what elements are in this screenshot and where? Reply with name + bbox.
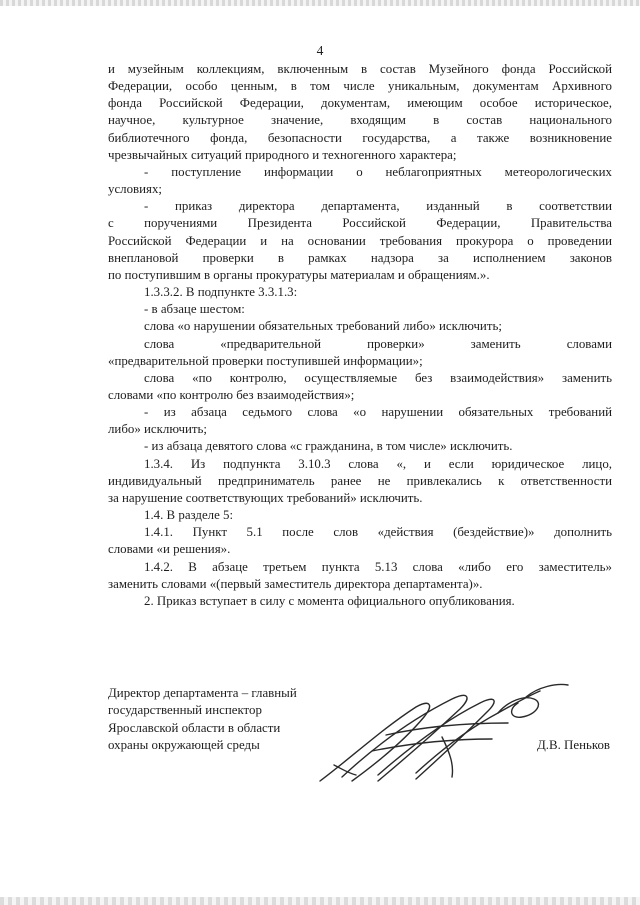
body-line: заменить словами «(первый заместитель директора департамента)». [108, 576, 483, 591]
body-line: внеплановой проверки в рамках надзора за исполнением законов [108, 250, 612, 265]
body-line: за нарушение соответствующих требований» исключить. [108, 490, 423, 505]
body-line: словами «по контролю без взаимодействия»; [108, 387, 355, 402]
body-line: Российской Федерации и на основании требования прокурора о проведении [108, 233, 612, 248]
signatory-position-line: охраны окружающей среды [108, 738, 260, 753]
body-line: библиотечного фонда, безопасности государства, а также возникновение [108, 130, 612, 145]
document-body [108, 61, 612, 610]
body-line: либо» исключить; [108, 422, 207, 437]
body-line: научное, культурное значение, входящим в состав национального [108, 113, 612, 128]
body-line: - в абзаце шестом: [144, 302, 245, 317]
scan-edge-top [0, 0, 640, 6]
body-line: чрезвычайных ситуаций природного и техногенного характера; [108, 147, 457, 162]
page-number: 4 [316, 43, 324, 58]
handwritten-signature-icon [312, 677, 574, 789]
body-line: - из абзаца седьмого слова «о нарушении обязательных требований [144, 405, 612, 420]
body-line: условиях; [108, 182, 162, 197]
signatory-position-line: государственный инспектор [108, 703, 262, 718]
body-line: - из абзаца девятого слова «с гражданина, в том числе» исключить. [144, 439, 513, 454]
body-line: 1.3.4. Из подпункта 3.10.3 слова «, и если юридическое лицо, [144, 456, 612, 471]
body-line: слова «по контролю, осуществляемые без взаимодействия» заменить [144, 370, 612, 385]
signatory-position-line: Директор департамента – главный [108, 686, 297, 700]
body-line: слова «о нарушении обязательных требований либо» исключить; [144, 319, 502, 334]
body-line: слова «предварительной проверки» заменить словами [144, 336, 612, 351]
body-line: 1.4. В разделе 5: [144, 508, 234, 523]
signatory-position [108, 685, 338, 755]
body-line: 1.4.2. В абзаце третьем пункта 5.13 слова «либо его заместитель» [144, 559, 612, 574]
signatory-position-line: Ярославской области в области [108, 720, 281, 735]
body-line: с поручениями Президента Российской Федерации, Правительства [108, 216, 612, 231]
body-line: словами «и решения». [108, 542, 231, 557]
body-line: - поступление информации о неблагоприятных метеорологических [144, 164, 612, 179]
body-line: и музейным коллекциям, включенным в состав Музейного фонда Российской [108, 62, 612, 76]
body-line: 1.3.3.2. В подпункте 3.3.1.3: [144, 285, 298, 300]
scan-edge-bottom [0, 897, 640, 905]
signatory-name: Д.В. Пеньков [536, 738, 610, 752]
body-line: по поступившим в органы прокуратуры материалам и обращениям.». [108, 267, 490, 282]
body-line: «предварительной проверки поступившей информации»; [108, 353, 423, 368]
body-line: Федерации, особо ценным, в том числе уникальным, документам Архивного [108, 79, 612, 94]
body-line: индивидуальный предприниматель ранее не привлекались к ответственности [108, 473, 612, 488]
body-line: 2. Приказ вступает в силу с момента официального опубликования. [144, 593, 515, 608]
body-line: 1.4.1. Пункт 5.1 после слов «действия (бездействие)» дополнить [144, 525, 612, 540]
body-line: фонда Российской Федерации, документам, имеющим особое историческое, [108, 96, 612, 111]
body-line: - приказ директора департамента, изданный в соответствии [144, 199, 612, 214]
